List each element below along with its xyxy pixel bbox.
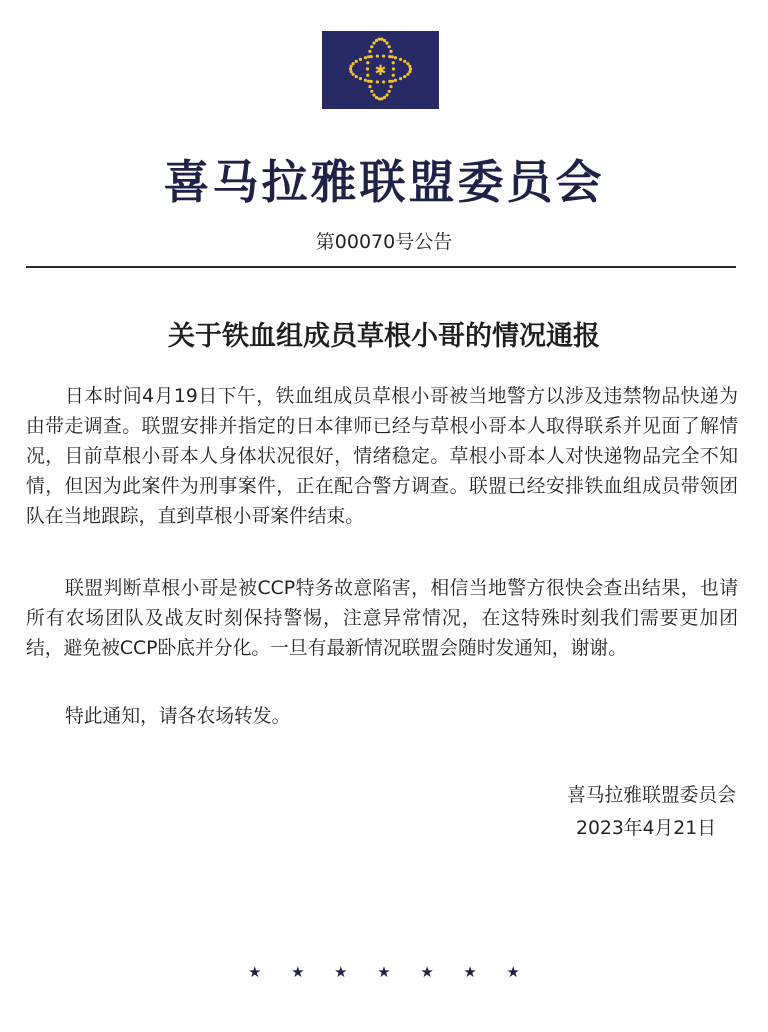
emblem-dot: [364, 56, 367, 59]
emblem-dot: [392, 61, 395, 64]
emblem-dot: [376, 54, 379, 57]
emblem-dot: [385, 41, 388, 44]
emblem-dot: [350, 70, 353, 73]
emblem-dot: [388, 90, 391, 93]
emblem-dot: [389, 85, 392, 88]
star-icon: ★: [291, 963, 305, 981]
star-icon: ★: [463, 963, 477, 981]
emblem-dot: [351, 62, 354, 65]
emblem-dot: [351, 73, 354, 76]
emblem-dot: [368, 85, 371, 88]
emblem-dot: [385, 93, 388, 96]
signature-date: 2023年4月21日: [576, 818, 716, 839]
organization-title: 喜马拉雅联盟委员会: [163, 155, 605, 209]
emblem-dot: [372, 41, 375, 44]
star-icon: ★: [334, 963, 348, 981]
header-divider: [26, 266, 736, 268]
emblem-dot: [382, 54, 385, 57]
emblem-dot: [389, 50, 392, 53]
emblem-dot: [355, 60, 358, 63]
emblem-dot: [406, 73, 409, 76]
emblem-dot: [376, 80, 379, 83]
emblem-dot: [366, 61, 369, 64]
emblem-dot: [368, 50, 371, 53]
emblem-dot: [382, 80, 385, 83]
emblem-dot: [375, 96, 378, 99]
star-icon: ★: [248, 963, 262, 981]
emblem-dot: [359, 77, 362, 80]
four-ellipse-emblem-icon: [322, 31, 439, 109]
emblem-dot: [350, 65, 353, 68]
emblem-dot: [364, 79, 367, 82]
emblem-dot: [349, 67, 352, 70]
emblem-dot: [394, 56, 397, 59]
emblem-dot: [403, 75, 406, 78]
emblem-dot: [399, 77, 402, 80]
emblem-dot: [408, 65, 411, 68]
emblem-dot: [366, 74, 369, 77]
svg-text:✱: ✱: [374, 63, 387, 79]
star-icon: ★: [377, 963, 391, 981]
emblem-dot: [380, 97, 383, 100]
emblem-dot: [391, 55, 394, 58]
emblem-dot: [394, 79, 397, 82]
paragraph-1: 日本时间4月19日下午，铁血组成员草根小哥被当地警方以涉及违禁物品快递为由带走调查。联盟安排并指定的日本律师已经与草根小哥本人取得联系并见面了解情况，目前草根小哥本人身体状况很好，情绪稳定。草根小哥本人对快递物品完全不知情，但因为此案件为刑事案件，正在配合警方调查。联盟已经安排铁血组成员带领团队在当地跟踪，直到草根小哥案件结束。: [26, 386, 738, 527]
emblem-dot: [392, 67, 395, 70]
emblem-dot: [388, 45, 391, 48]
emblem-dot: [383, 39, 386, 42]
paragraph-3: 特此通知，请各农场转发。: [65, 706, 291, 727]
emblem-dot: [392, 74, 395, 77]
notice-number: 第00070号公告: [315, 231, 453, 253]
emblem-dot: [409, 67, 412, 70]
emblem-dot: [399, 58, 402, 61]
star-icon: ★: [420, 963, 434, 981]
emblem-dot: [367, 80, 370, 83]
emblem-dot: [370, 90, 373, 93]
emblem-dot: [370, 45, 373, 48]
emblem-dot: [406, 62, 409, 65]
signature-organization: 喜马拉雅联盟委员会: [566, 785, 736, 806]
emblem-dot: [403, 60, 406, 63]
emblem-dot: [378, 38, 381, 41]
star-icon: ★: [506, 963, 520, 981]
emblem-dot: [355, 75, 358, 78]
paragraph-2: 联盟判断草根小哥是被CCP特务故意陷害，相信当地警方很快会查出结果，也请所有农场团队及战友时刻保持警惕，注意异常情况，在这特殊时刻我们需要更加团结，避免被CCP卧底并分化。一旦有最新情况联盟会随时发通知，谢谢。: [26, 578, 738, 659]
flag-emblem: [322, 31, 439, 109]
emblem-dot: [408, 70, 411, 73]
emblem-dot: [359, 58, 362, 61]
emblem-dot: [391, 80, 394, 83]
emblem-dot: [372, 93, 375, 96]
emblem-dot: [366, 67, 369, 70]
notice-heading: 关于铁血组成员草根小哥的情况通报: [168, 321, 600, 352]
emblem-dot: [367, 55, 370, 58]
footer-star-row: [248, 962, 520, 982]
